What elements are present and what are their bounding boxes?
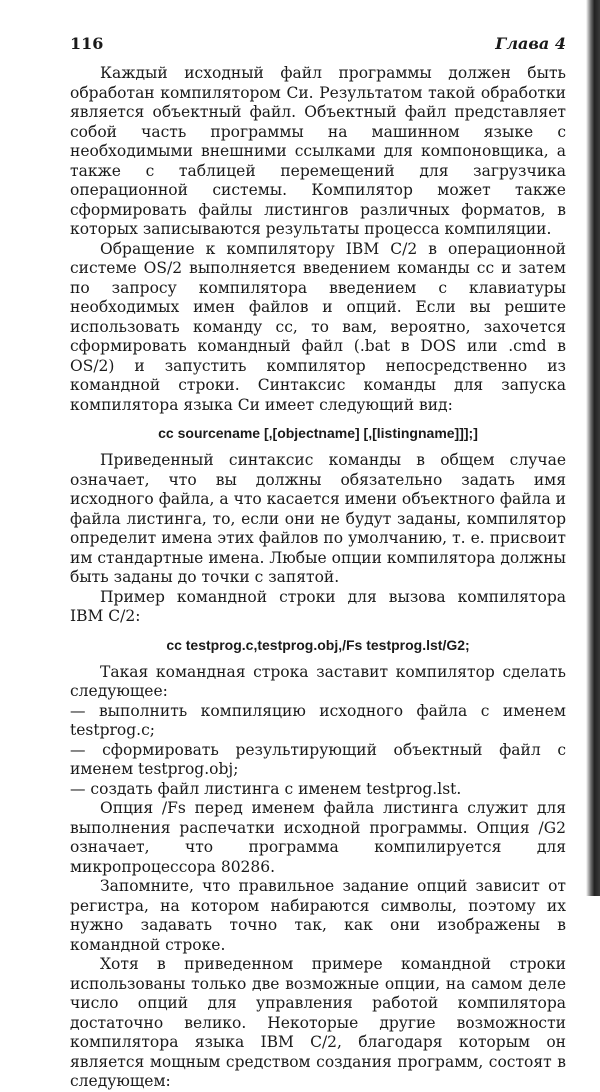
list-item-compile: — выполнить компиляцию исходного файла с именем testprog.c; [70, 701, 566, 739]
paragraph-4: Пример командной строки для вызова компилятора IBM C/2: [70, 587, 566, 625]
page-edge-shadow [586, 0, 600, 896]
chapter-title: Глава 4 [495, 34, 566, 53]
paragraph-7: Запомните, что правильное задание опций зависит от регистра, на котором набираются символы, поэтому их нужно задавать точно так, как они изображены в командной строке. [70, 877, 566, 954]
command-syntax: cc sourcename [,[objectname] [,[listingname]]];] [158, 425, 478, 441]
paragraph-8: Хотя в приведенном примере командной строки использованы только две возможные опции, на самом деле число опций для управления работой компилятора достаточно велико. Некоторые другие возможности компилятора языка IBM C/2, благодаря которым он является мощным средством создания программ, состоят в следующем: [70, 955, 566, 1090]
paragraph-6: Опция /Fs перед именем файла листинга служит для выполнения распечатки исходной программы. Опция /G2 означает, что программа компилируется для микропроцессора 80286. [70, 799, 566, 876]
command-example: cc testprog.c,testprog.obj,/Fs testprog.lst/G2; [166, 636, 470, 653]
list-item-object: — сформировать результирующий объектный файл с именем testprog.obj; [70, 740, 566, 778]
paragraph-1: Каждый исходный файл программы должен быть обработан компилятором Си. Результатом такой обработки является объектный файл. Объектный файл представляет собой часть программы на машинном языке с необходимыми внешними ссылками для компоновщика, а также с таблицей перемещений для загрузчика операционной системы. Компилятор может также сформировать файлы листингов различных форматов, в которых записываются результаты процесса компиляции. [70, 64, 566, 238]
paragraph-5: Такая командная строка заставит компилятор сделать следующее: [70, 662, 566, 700]
page-number: 116 [70, 34, 104, 53]
paragraph-3: Приведенный синтаксис команды в общем случае означает, что вы должны обязательно задать имя исходного файла, а что касается имени объектного файла и файла листинга, то, если они не будут заданы, компилятор определит имена этих файлов по умолчанию, т. е. присвоит им стандартные имена. Любые опции компилятора должны быть заданы до точки с запятой. [70, 451, 566, 586]
body-text [70, 64, 566, 1092]
paragraph-2: Обращение к компилятору IBM C/2 в операционной системе OS/2 выполняется введением команды cc и затем по запросу компилятора введением с клавиатуры необходимых имен файлов и опций. Если вы решите использовать команду cc, то вам, вероятно, захочется сформировать командный файл (.bat в DOS или .cmd в OS/2) и запустить компилятор непосредственно из командной строки. Синтаксис команды для запуска компилятора языка Си имеет следующий вид: [70, 239, 566, 414]
page-header [70, 34, 566, 58]
list-item-listing: — создать файл листинга с именем testprog.lst. [70, 779, 462, 798]
